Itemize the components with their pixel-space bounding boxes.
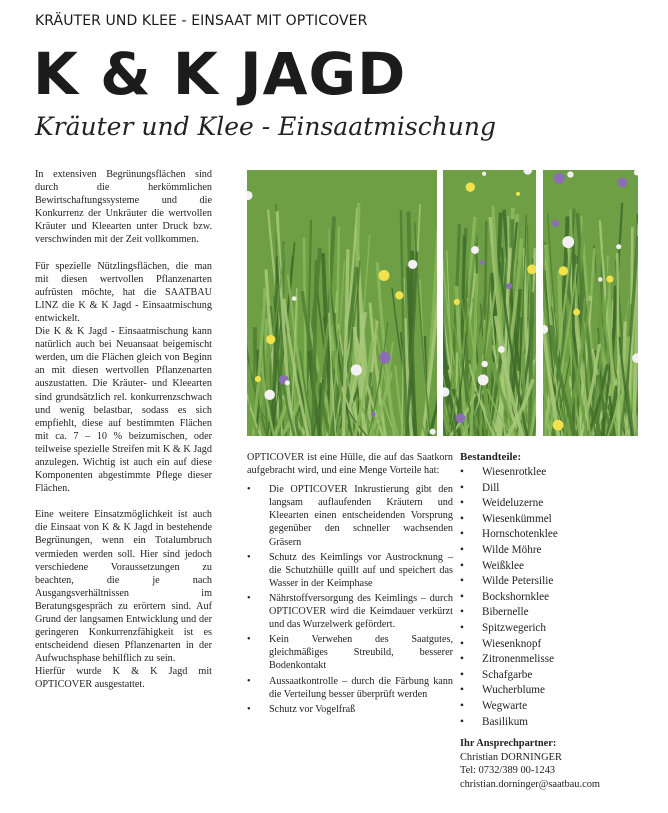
list-item: • Aussaatkontrolle – durch die Färbung kann die Verteilung besser überprüft werden	[247, 675, 453, 700]
paragraph: Für spezielle Nützlingsflächen, die man mit diesen wertvollen Pflanzenarten aufrüsten möchte, hat die SAATBAU LINZ die K & K Jagd - Einsaatmischung entwickelt.	[35, 260, 212, 324]
list-item: • Bockshornklee	[460, 590, 550, 603]
list-item: • Wucherblume	[460, 684, 545, 697]
bullet: •	[247, 592, 251, 604]
contact-name: Christian DORNINGER	[460, 751, 562, 763]
list-item: • Wiesenknopf	[460, 637, 542, 650]
paragraph: In extensiven Begrünungsflächen sind durch die herkömmlichen Bewirtschaftungssysteme und die Konkurrenz der Unkräuter die wertvollen Kräuter und Kleearten unter Druck bzw. verschwinden mit der Zeit vollkommen.	[35, 169, 212, 246]
opticover-column	[247, 451, 453, 718]
ingredients-list	[460, 465, 640, 730]
bullet: •	[247, 484, 251, 496]
kicker: KRÄUTER UND KLEE - EINSAAT MIT OPTICOVER	[35, 13, 368, 29]
list-item: • Zitronenmelisse	[460, 653, 555, 666]
meadow-photo-middle	[443, 170, 536, 436]
list-item: • Kein Verwehen des Saatgutes, gleichmäßiges Streubild, besserer Bodenkontakt	[247, 634, 453, 672]
paragraph: Die K & K Jagd - Einsaatmischung kann natürlich auch bei Neuansaat beigemischt werden, um die Flächen gleich von Beginn an mit diesen wertvollen Pflanzenarten auszustatten. Die Kräuter- und Kleearten sind grundsätzlich rel. konkurrenzschwach und wenig belastbar, sodass es sich empfiehlt, diese auf bestimmten Flächen mit ca. 7 – 10 % beizumischen, oder teilweise spezielle Streifen mit K & K Jagd anzulegen. Wichtig ist auch ein auf diese Komponenten abgestimmte Pflege dieser Flächen.	[35, 326, 212, 495]
page-subtitle: Kräuter und Klee - Einsaatmischung	[35, 112, 496, 141]
list-item: • Die OPTICOVER Inkrustierung gibt den langsam auflaufenden Kräutern und Kleearten einen entscheidenden Vorsprung gegenüber den schneller wachsenden Gräsern	[247, 484, 453, 548]
list-item: • Wegwarte	[460, 699, 528, 712]
paragraph: Hierfür wurde K & K Jagd mit OPTICOVER ausgestattet.	[35, 666, 212, 691]
paragraph: Eine weitere Einsatzmöglichkeit ist auch die Einsaat von K & K Jagd in bestehende Begrünungen, wenn ein Totalumbruch vermieden werden soll. Hier sind jedoch verschiedene Voraussetzungen zu beachten, die je nach Ausgangsverhältnissen im Beratungsgespräch zu erörtern sind. Auf Grund der langsamen Entwicklung und der geringeren Konkurrenzfähigkeit ist es entscheidend diesen Pflanzenarten in der Aufwuchsphase behilflich zu sein.	[35, 509, 212, 665]
list-item: • Spitzwegerich	[460, 621, 546, 634]
intro-text-column	[35, 168, 212, 692]
contact-email[interactable]: christian.dorninger@saatbau.com	[460, 778, 600, 790]
advantages-list	[247, 483, 453, 716]
list-item: • Weideluzerne	[460, 497, 544, 510]
ingredients-heading: Bestandteile:	[460, 451, 522, 463]
list-item: • Dill	[460, 481, 500, 494]
list-item: • Schutz des Keimlings vor Austrocknung – die Schutzhülle quillt auf und speichert das Wasser in der Keimphase	[247, 551, 453, 589]
list-item: • Schutz vor Vogelfraß	[247, 703, 356, 715]
list-item: • Hornschotenklee	[460, 528, 558, 541]
list-item: • Wilde Möhre	[460, 543, 542, 556]
list-item: • Weißklee	[460, 559, 524, 572]
meadow-photo-right	[543, 170, 638, 436]
list-item: • Wiesenrotklee	[460, 466, 547, 478]
list-item: • Basilikum	[460, 715, 528, 728]
bullet: •	[247, 634, 251, 646]
list-item: • Wiesenkümmel	[460, 512, 552, 525]
bullet: •	[247, 551, 251, 563]
list-item: • Wilde Petersilie	[460, 575, 554, 588]
list-item: • Schafgarbe	[460, 668, 533, 681]
contact-block	[460, 737, 650, 791]
ingredients-column	[460, 451, 640, 730]
meadow-photo-large	[247, 170, 437, 436]
list-item: • Nährstoffversorgung des Keimlings – durch OPTICOVER wird die Keimdauer verkürzt und das Wurzelwerk gefördert.	[247, 592, 453, 631]
contact-heading: Ihr Ansprechpartner:	[460, 738, 557, 749]
list-item: • Bibernelle	[460, 606, 529, 619]
page-title: K & K JAGD	[33, 40, 407, 108]
bullet: •	[247, 675, 251, 687]
contact-phone: Tel: 0732/389 00-1243	[460, 765, 556, 776]
opticover-intro: OPTICOVER ist eine Hülle, die auf das Saatkorn aufgebracht wird, und eine Menge Vorteile hat:	[247, 452, 453, 477]
bullet: •	[247, 703, 251, 715]
